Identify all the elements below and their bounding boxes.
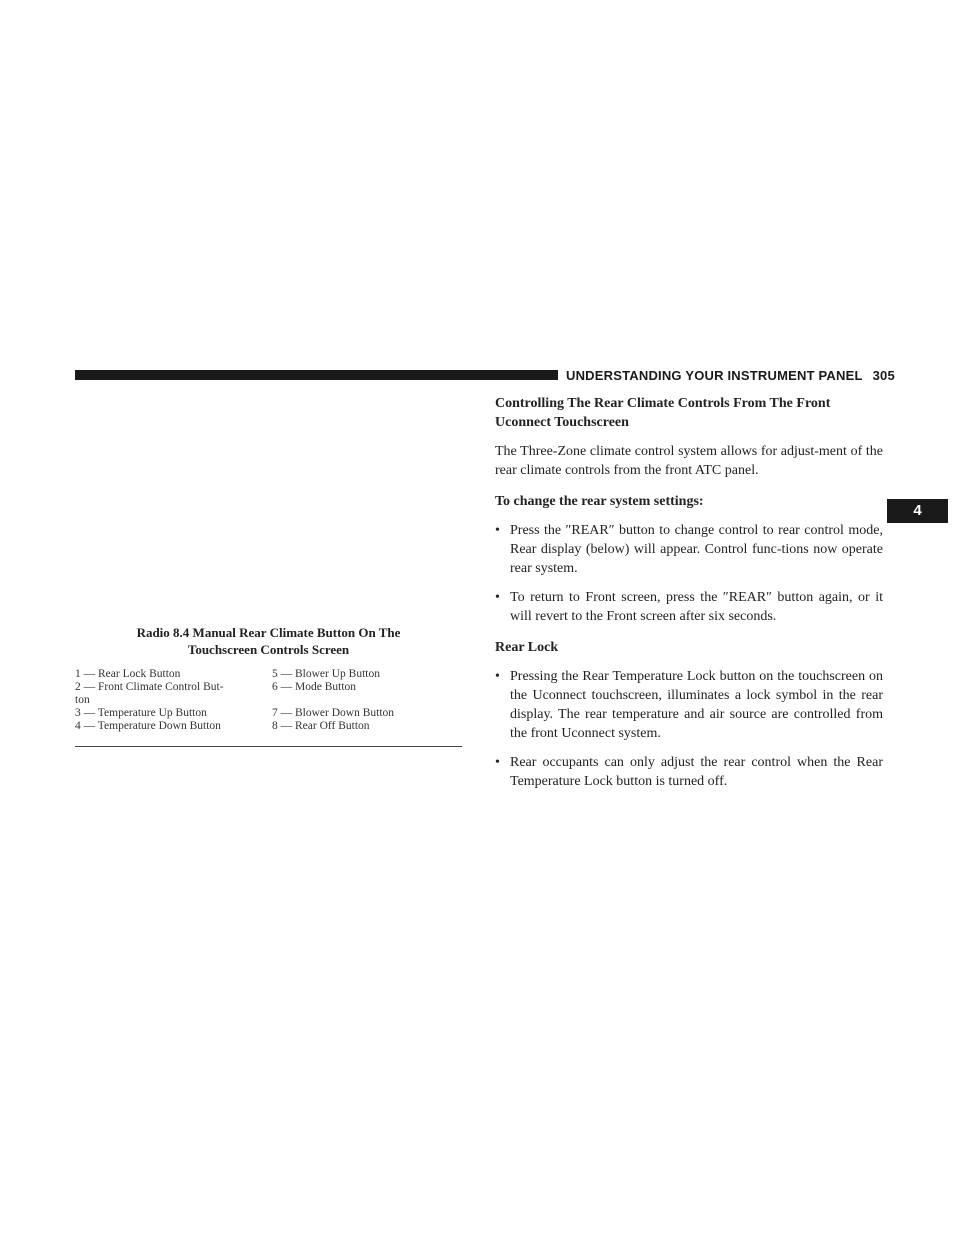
page-number: 305 [872,368,895,383]
bullet-icon: • [495,669,500,684]
figure-image-area [75,398,462,620]
bullet-icon: • [495,590,500,605]
legend-item: 1 — Rear Lock Button [75,668,181,680]
bullet-text: Pressing the Rear Temperature Lock button on the touchscreen on the Uconnect touchscreen, illuminates a lock symbol in the rear display. The rear temperature and air source are controlled from the front Uconnect system. [510,669,883,741]
legend-row [75,707,462,720]
section-title: UNDERSTANDING YOUR INSTRUMENT PANEL [566,368,863,383]
legend-item [272,694,462,707]
legend-item: 2 — Front Climate Control But- [75,681,224,693]
list-item [495,521,883,578]
figure-caption [75,624,462,658]
legend-row [75,681,462,694]
legend-divider [75,746,462,747]
bullet-text: Rear occupants can only adjust the rear control when the Rear Temperature Lock button is turned off. [510,755,883,789]
legend-item: ton [75,694,90,706]
bullet-text: To return to Front screen, press the ″REAR″ button again, or it will revert to the Front screen after six seconds. [510,590,883,624]
list-item [495,753,883,791]
section-heading: Controlling The Rear Climate Controls From The Front Uconnect Touchscreen [495,396,831,430]
subheading-change-settings: To change the rear system settings: [495,494,704,509]
legend-item: 8 — Rear Off Button [272,720,370,732]
legend-row [75,720,462,733]
bullet-icon: • [495,523,500,538]
chapter-tab: 4 [887,499,948,523]
legend-item: 3 — Temperature Up Button [75,707,207,719]
legend-item: 7 — Blower Down Button [272,707,395,719]
list-item [495,667,883,743]
figure-legend [75,668,462,733]
legend-item: 5 — Blower Up Button [272,668,380,680]
bullet-icon: • [495,755,500,770]
subheading-rear-lock: Rear Lock [495,640,559,655]
legend-row [75,668,462,681]
intro-paragraph: The Three-Zone climate control system allows for adjust-ment of the rear climate controls from the front ATC panel. [495,444,883,478]
caption-line-2: Touchscreen Controls Screen [187,642,350,657]
header-rule-bar [75,370,558,380]
main-text-column [495,394,883,791]
legend-item: 6 — Mode Button [272,681,357,693]
caption-line-1: Radio 8.4 Manual Rear Climate Button On The [136,625,401,640]
legend-item: 4 — Temperature Down Button [75,720,221,732]
legend-row [75,694,462,707]
bullet-text: Press the ″REAR″ button to change control to rear control mode, Rear display (below) will appear. Control func-tions now operate rear system. [510,523,883,576]
running-header [566,368,895,383]
list-item [495,588,883,626]
